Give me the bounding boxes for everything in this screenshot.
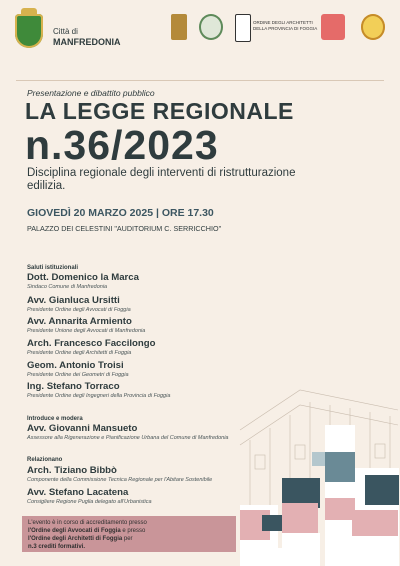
event-title-line-1: LA LEGGE REGIONALE <box>25 98 294 124</box>
speaker <box>27 487 152 505</box>
note-line-4 <box>28 543 230 551</box>
note-line-3 <box>28 535 230 543</box>
speaker-role: Presidente Ordine degli Ingegneri della Provincia di Foggia <box>27 393 171 399</box>
city-label-big: MANFREDONIA <box>53 37 121 47</box>
speaker-name: Ing. Stefano Torraco <box>27 381 120 392</box>
color-blocks <box>240 425 399 566</box>
greetings-section-title: Saluti istituzionali <box>27 265 79 271</box>
line-art-facade <box>240 390 398 510</box>
greeting-speaker <box>27 360 129 378</box>
greeting-speaker <box>27 338 156 356</box>
architects-logo-line-2: DELLA PROVINCIA DI FOGGIA <box>253 26 318 31</box>
speaker-role: Componente della Commissione Tecnica Regionale per l'Abitare Sostenibile <box>27 477 213 483</box>
speaker-role: Presidente Ordine degli Architetti di Foggia <box>27 350 132 356</box>
city-label-small: Città di <box>53 27 78 36</box>
greeting-speaker <box>27 381 170 399</box>
speaker-role: Presidente Unione degli Avvocati di Manfredonia <box>27 328 146 334</box>
greeting-speaker <box>27 272 139 290</box>
speaker-name: Arch. Tiziano Bibbò <box>27 465 117 476</box>
event-date-time: GIOVEDÌ 20 MARZO 2025 | ORE 17.30 <box>27 207 214 219</box>
greeting-speaker <box>27 295 131 313</box>
city-crest-icon <box>15 14 43 48</box>
speaker-name: Avv. Stefano Lacatena <box>27 487 129 498</box>
greeting-speaker <box>27 316 145 334</box>
header <box>0 0 400 60</box>
partner-logo-b-icon <box>199 14 223 40</box>
speaker-name: Dott. Domenico la Marca <box>27 272 139 283</box>
event-subtitle: Presentazione e dibattito pubblico <box>27 88 155 98</box>
partner-logo-a-icon <box>171 14 187 40</box>
partner-logo-e-icon <box>361 14 385 40</box>
architects-logo-icon <box>235 14 251 42</box>
note-line-2-rest: e presso <box>120 528 146 534</box>
accreditation-note <box>22 516 236 552</box>
speaker <box>27 465 212 483</box>
moderator <box>27 423 228 441</box>
intro-section-title: Introduce e modera <box>27 416 83 422</box>
partner-logo-d-icon <box>321 14 345 40</box>
speaker-role: Presidente Ordine dei Geometri di Foggia <box>27 372 129 378</box>
speaker-role: Consigliere Regione Puglia delegato all'Urbanistica <box>27 499 152 505</box>
event-description: Disciplina regionale degli interventi di ristrutturazione edilizia. <box>27 167 296 192</box>
architects-logo-line-1: ORDINE DEGLI ARCHITETTI <box>253 20 313 25</box>
speaker-role: Sindaco Comune di Manfredonia <box>27 284 108 290</box>
note-line-3-bold: l'Ordine degli Architetti di Foggia <box>28 536 123 542</box>
note-line-2 <box>28 527 230 535</box>
speaker-name: Geom. Antonio Troisi <box>27 360 124 371</box>
event-venue: PALAZZO DEI CELESTINI "AUDITORIUM C. SERRICCHIO" <box>27 224 222 233</box>
header-divider <box>16 80 384 81</box>
note-line-1: L'evento è in corso di accreditamento presso <box>28 520 147 526</box>
note-line-4-bold: n.3 crediti formativi. <box>28 544 86 550</box>
moderator-role: Assessore alla Rigenerazione e Pianificazione Urbana del Comune di Manfredonia <box>27 435 229 441</box>
speaker-name: Avv. Gianluca Ursitti <box>27 295 120 306</box>
speaker-name: Avv. Annarita Armiento <box>27 316 132 327</box>
event-title-line-2: n.36/2023 <box>25 122 219 168</box>
moderator-name: Avv. Giovanni Mansueto <box>27 423 138 434</box>
speaker-role: Presidente Ordine degli Avvocati di Foggia <box>27 307 131 313</box>
speakers-section-title: Relazionano <box>27 457 63 463</box>
architects-logo-text <box>253 20 317 32</box>
note-line-2-bold: l'Ordine degli Avvocati di Foggia <box>28 528 121 534</box>
note-line-3-rest: per <box>122 536 133 542</box>
speaker-name: Arch. Francesco Faccilongo <box>27 338 156 349</box>
